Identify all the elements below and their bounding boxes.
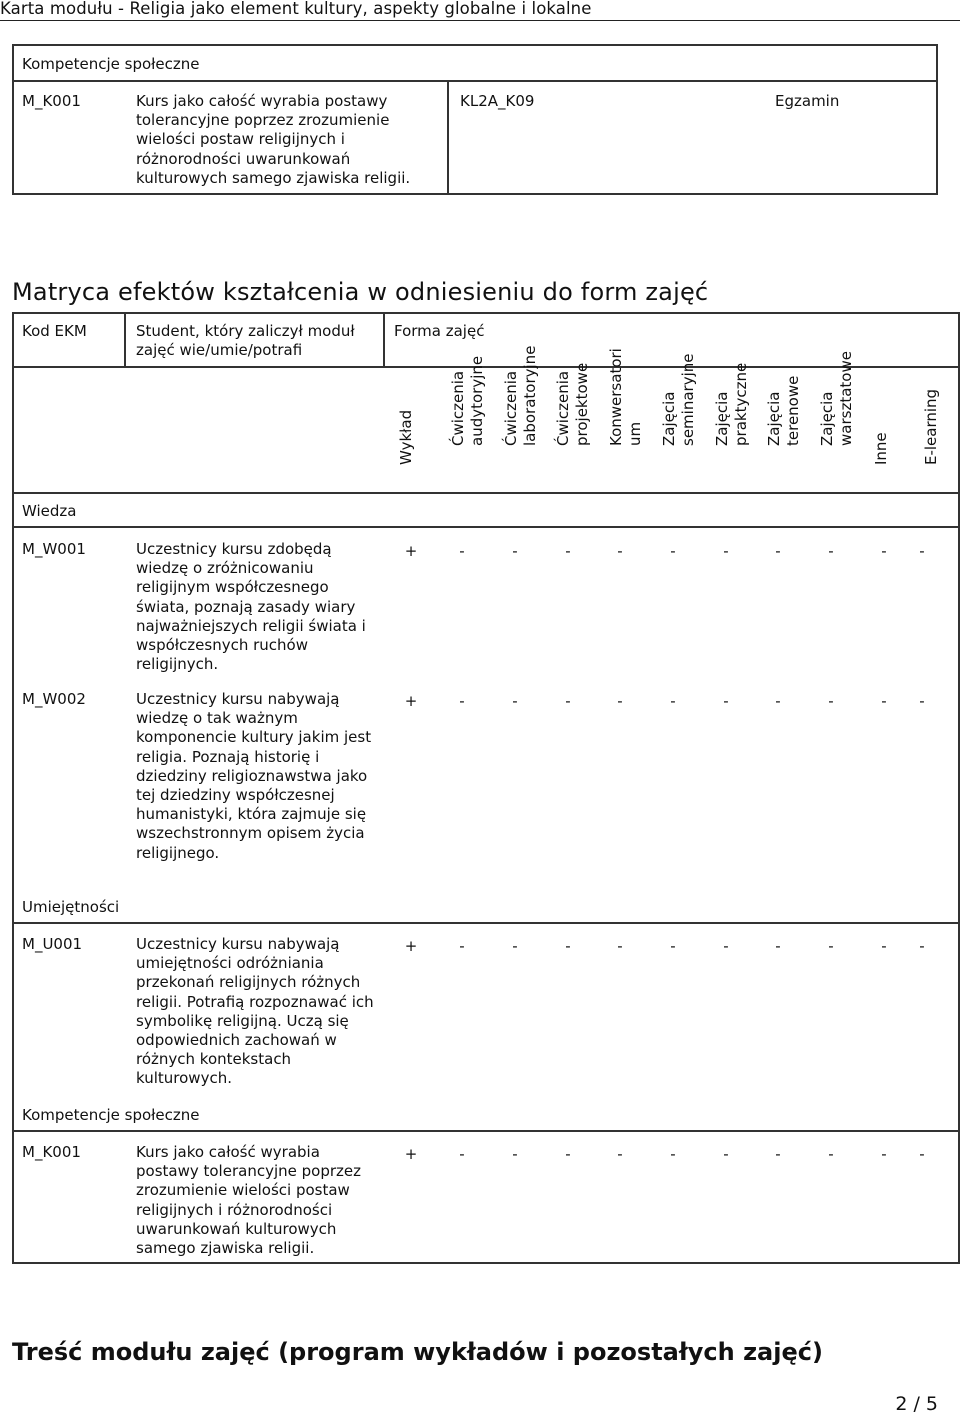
form-header-wyklad: Wykład bbox=[397, 409, 415, 465]
row-code: M_W002 bbox=[22, 690, 86, 708]
row-code: M_U001 bbox=[22, 935, 83, 953]
form-header-cwiczenia-audytoryjne: Ćwiczenia audytoryjne bbox=[449, 355, 486, 446]
mark-wyklad: + bbox=[404, 542, 418, 560]
matrix-col-code: Kod EKM bbox=[22, 322, 87, 340]
form-header-cwiczenia-laboratoryjne: Ćwiczenia laboratoryjne bbox=[502, 345, 539, 446]
mark-e-learning: - bbox=[919, 937, 925, 955]
mark-konwersatorium: - bbox=[617, 937, 623, 955]
mark-zajecia-warsztatowe: - bbox=[828, 692, 834, 710]
matrix-forms-divider bbox=[12, 492, 960, 494]
mark-zajecia-terenowe: - bbox=[775, 1145, 781, 1163]
mark-zajecia-warsztatowe: - bbox=[828, 937, 834, 955]
mark-zajecia-seminaryjne: - bbox=[670, 542, 676, 560]
matrix-col-divider-2 bbox=[383, 312, 385, 368]
mark-cwiczenia-projektowe: - bbox=[565, 937, 571, 955]
mark-wyklad: + bbox=[404, 1145, 418, 1163]
mark-e-learning: - bbox=[919, 542, 925, 560]
form-header-inne: Inne bbox=[872, 432, 890, 465]
mark-konwersatorium: - bbox=[617, 542, 623, 560]
mark-konwersatorium: - bbox=[617, 1145, 623, 1163]
section-divider bbox=[12, 1130, 960, 1132]
row-description: Uczestnicy kursu nabywają wiedzę o tak ważnym komponencie kultury jakim jest religia. Poznają historię i dziedziny religioznawstwa jako tej dziedziny współczesnej humanistyki, która zajmuje się wszechstronnym opisem życia religijnego. bbox=[136, 690, 372, 862]
matrix-col-form: Forma zajęć bbox=[394, 322, 485, 340]
mark-zajecia-terenowe: - bbox=[775, 937, 781, 955]
mark-zajecia-terenowe: - bbox=[775, 542, 781, 560]
matrix-col-student: Student, który zaliczył moduł zajęć wie/umie/potrafi bbox=[136, 322, 355, 360]
mark-wyklad: + bbox=[404, 692, 418, 710]
mark-inne: - bbox=[881, 542, 887, 560]
top-table-col-divider bbox=[447, 80, 449, 195]
top-row-code: M_K001 bbox=[22, 92, 81, 110]
mark-zajecia-seminaryjne: - bbox=[670, 692, 676, 710]
mark-zajecia-terenowe: - bbox=[775, 692, 781, 710]
mark-cwiczenia-projektowe: - bbox=[565, 1145, 571, 1163]
top-row-method: Egzamin bbox=[775, 92, 840, 110]
top-row-description: Kurs jako całość wyrabia postawy tolerancyjne poprzez zrozumienie wielości postaw religijnych i różnorodności uwarunkowań kulturowych samego zjawiska religii. bbox=[136, 92, 411, 187]
form-header-zajecia-terenowe: Zajęcia terenowe bbox=[765, 375, 802, 446]
mark-inne: - bbox=[881, 937, 887, 955]
section-divider bbox=[12, 526, 960, 528]
row-code: M_W001 bbox=[22, 540, 86, 558]
mark-cwiczenia-audytoryjne: - bbox=[459, 1145, 465, 1163]
mark-cwiczenia-laboratoryjne: - bbox=[512, 937, 518, 955]
mark-konwersatorium: - bbox=[617, 692, 623, 710]
mark-inne: - bbox=[881, 692, 887, 710]
mark-cwiczenia-audytoryjne: - bbox=[459, 542, 465, 560]
mark-cwiczenia-audytoryjne: - bbox=[459, 937, 465, 955]
mark-cwiczenia-laboratoryjne: - bbox=[512, 692, 518, 710]
mark-cwiczenia-projektowe: - bbox=[565, 542, 571, 560]
row-description: Kurs jako całość wyrabia postawy tolerancyjne poprzez zrozumienie wielości postaw religijnych i różnorodności uwarunkowań kulturowych samego zjawiska religii. bbox=[136, 1143, 361, 1258]
mark-zajecia-praktyczne: - bbox=[723, 692, 729, 710]
matrix-col-divider-1 bbox=[124, 312, 126, 368]
section-divider bbox=[12, 922, 960, 924]
section-label-wiedza: Wiedza bbox=[22, 502, 77, 520]
mark-zajecia-seminaryjne: - bbox=[670, 1145, 676, 1163]
section-label-kompetencje: Kompetencje społeczne bbox=[22, 1106, 200, 1124]
content-section-title: Treść modułu zajęć (program wykładów i pozostałych zajęć) bbox=[12, 1338, 823, 1366]
row-code: M_K001 bbox=[22, 1143, 81, 1161]
form-header-zajecia-seminaryjne: Zajęcia seminaryjne bbox=[660, 353, 697, 446]
mark-e-learning: - bbox=[919, 692, 925, 710]
mark-e-learning: - bbox=[919, 1145, 925, 1163]
header-title: Karta modułu - Religia jako element kultury, aspekty globalne i lokalne bbox=[0, 0, 592, 18]
form-header-e-learning: E-learning bbox=[922, 388, 940, 465]
section-label-umiejetnosci: Umiejętności bbox=[22, 898, 120, 916]
row-description: Uczestnicy kursu nabywają umiejętności odróżniania przekonań religijnych różnych religii. Potrafią rozpoznawać ich symbolikę religijną. Uczą się odpowiednich zachowań w różnych kontekstach kulturowych. bbox=[136, 935, 374, 1088]
mark-zajecia-warsztatowe: - bbox=[828, 1145, 834, 1163]
mark-zajecia-seminaryjne: - bbox=[670, 937, 676, 955]
mark-cwiczenia-audytoryjne: - bbox=[459, 692, 465, 710]
page-header bbox=[0, 0, 960, 21]
form-header-zajecia-warsztatowe: Zajęcia warsztatowe bbox=[818, 351, 855, 446]
mark-inne: - bbox=[881, 1145, 887, 1163]
page-number: 2 / 5 bbox=[895, 1393, 938, 1415]
mark-cwiczenia-laboratoryjne: - bbox=[512, 542, 518, 560]
mark-zajecia-warsztatowe: - bbox=[828, 542, 834, 560]
mark-wyklad: + bbox=[404, 937, 418, 955]
form-header-zajecia-praktyczne: Zajęcia praktyczne bbox=[713, 362, 750, 446]
top-section-label: Kompetencje społeczne bbox=[22, 55, 200, 73]
row-description: Uczestnicy kursu zdobędą wiedzę o zróżnicowaniu religijnym współczesnego świata, poznają zasady wiary najważniejszych religii świata i współczesnych ruchów religijnych. bbox=[136, 540, 366, 674]
mark-zajecia-praktyczne: - bbox=[723, 542, 729, 560]
top-table-divider bbox=[12, 80, 938, 82]
mark-cwiczenia-laboratoryjne: - bbox=[512, 1145, 518, 1163]
mark-zajecia-praktyczne: - bbox=[723, 1145, 729, 1163]
top-row-ref: KL2A_K09 bbox=[460, 92, 535, 110]
form-header-konwersatorium: Konwersatori um bbox=[607, 348, 644, 446]
mark-zajecia-praktyczne: - bbox=[723, 937, 729, 955]
mark-cwiczenia-projektowe: - bbox=[565, 692, 571, 710]
matrix-title: Matryca efektów kształcenia w odniesieniu do form zajęć bbox=[12, 278, 709, 306]
form-header-cwiczenia-projektowe: Ćwiczenia projektowe bbox=[554, 362, 591, 446]
